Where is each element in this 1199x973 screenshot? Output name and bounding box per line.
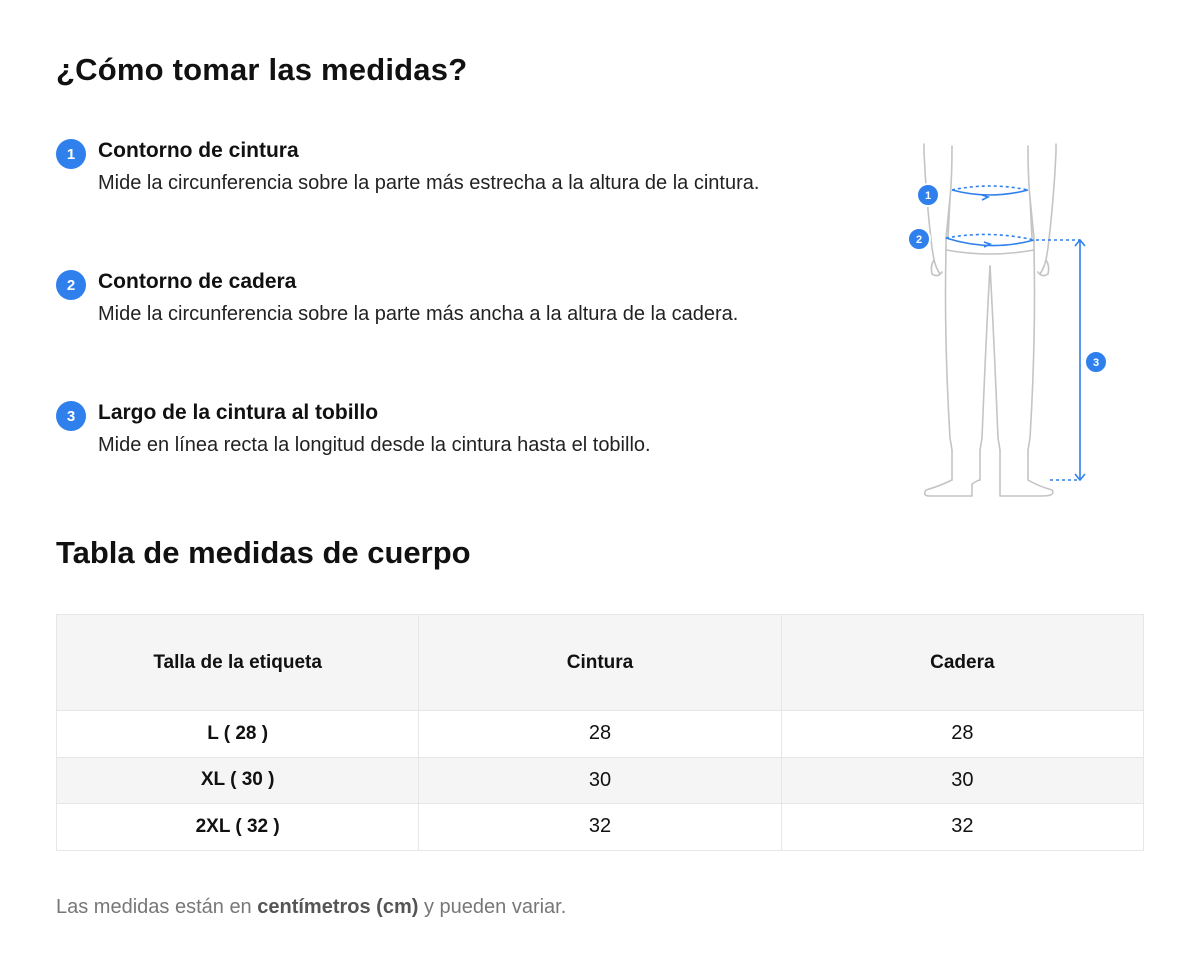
cell-size: 2XL ( 32 ) [57, 804, 419, 851]
marker-3 [1085, 351, 1107, 373]
header-hip: Cadera [781, 615, 1143, 711]
how-to-measure-title: ¿Cómo tomar las medidas? [56, 52, 468, 87]
size-table [56, 614, 1144, 851]
measure-item-length [56, 400, 816, 531]
cell-waist: 30 [419, 757, 781, 804]
units-note [56, 896, 566, 919]
size-table-title: Tabla de medidas de cuerpo [56, 535, 471, 570]
number-badge-3: 3 [56, 401, 86, 431]
svg-text:3: 3 [1092, 357, 1100, 369]
number-badge-1: 1 [56, 139, 86, 169]
cell-waist: 32 [419, 804, 781, 851]
table-row [57, 804, 1144, 851]
cell-waist: 28 [419, 711, 781, 758]
measure-title-hip: Contorno de cadera [98, 270, 297, 293]
cell-size: XL ( 30 ) [57, 757, 419, 804]
cell-hip: 28 [781, 711, 1143, 758]
cell-hip: 32 [781, 804, 1143, 851]
measure-item-waist [56, 138, 816, 269]
measure-desc-waist: Mide la circunferencia sobre la parte más estrecha a la altura de la cintura. [98, 172, 760, 194]
cell-size: L ( 28 ) [57, 711, 419, 758]
measure-title-waist: Contorno de cintura [98, 139, 299, 162]
cell-hip: 30 [781, 757, 1143, 804]
svg-text:1: 1 [924, 190, 932, 202]
table-header-row [57, 615, 1144, 711]
svg-text:2: 2 [915, 234, 923, 246]
table-row [57, 757, 1144, 804]
marker-1 [917, 184, 939, 206]
note-units: centímetros (cm) [257, 896, 419, 918]
body-measurement-illustration [900, 138, 1120, 504]
marker-2 [908, 228, 930, 250]
header-waist: Cintura [419, 615, 781, 711]
note-suffix: y pueden variar. [418, 896, 567, 918]
measure-title-length: Largo de la cintura al tobillo [98, 401, 379, 424]
measure-desc-hip: Mide la circunferencia sobre la parte más ancha a la altura de la cadera. [98, 303, 739, 325]
table-row [57, 711, 1144, 758]
measure-instructions [56, 138, 816, 531]
header-size: Talla de la etiqueta [57, 615, 419, 711]
number-badge-2: 2 [56, 270, 86, 300]
measure-item-hip [56, 269, 816, 400]
note-prefix: Las medidas están en [56, 896, 258, 918]
measure-desc-length: Mide en línea recta la longitud desde la cintura hasta el tobillo. [98, 434, 651, 456]
